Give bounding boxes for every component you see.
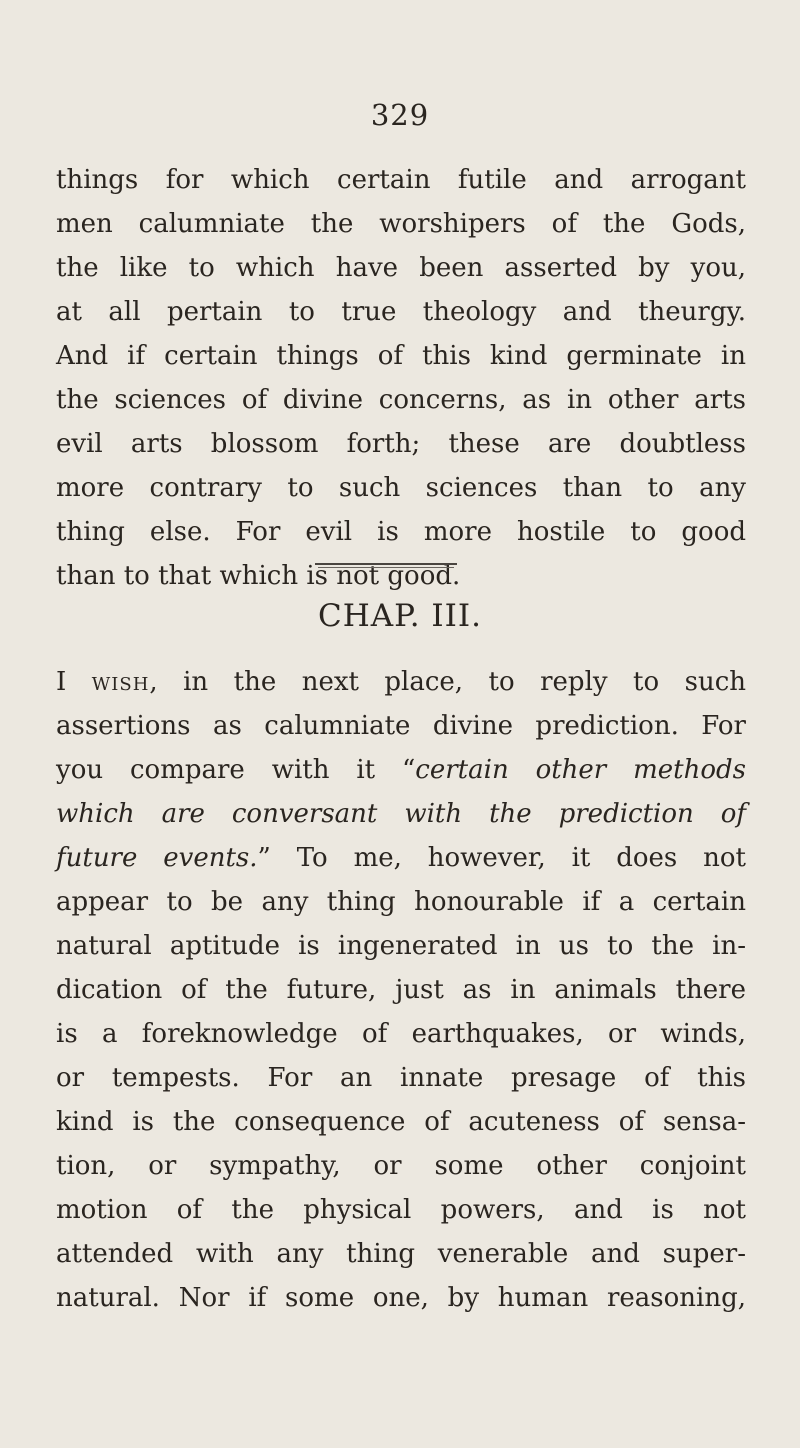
text-line: kind is the consequence of acuteness of sensa- (56, 1107, 746, 1137)
section-divider (315, 563, 457, 565)
text-segment: , in the next place, to reply to such (149, 667, 747, 697)
text-line: thing else. For evil is more hostile to good (56, 517, 746, 547)
page-number: 329 (370, 98, 430, 132)
text-line (56, 792, 746, 836)
text-line: the sciences of divine concerns, as in other arts (56, 385, 746, 415)
text-line: natural. Nor if some one, by human reasoning, (56, 1283, 746, 1313)
text-line: or tempests. For an innate presage of this (56, 1063, 746, 1093)
text-line (56, 660, 746, 704)
text-line: than to that which is not good. (56, 561, 461, 591)
text-line: more contrary to such sciences than to any (56, 473, 746, 503)
text-line: things for which certain futile and arrogant (56, 165, 746, 195)
text-line: men calumniate the worshipers of the Gods, (56, 209, 746, 239)
text-line: And if certain things of this kind germinate in (56, 341, 746, 371)
text-line: appear to be any thing honourable if a certain (56, 887, 746, 917)
small-caps-word: wish (91, 667, 150, 697)
text-line (56, 836, 746, 880)
text-line: motion of the physical powers, and is not (56, 1195, 746, 1225)
text-line: at all pertain to true theology and theurgy. (56, 297, 746, 327)
text-line: is a foreknowledge of earthquakes, or winds, (56, 1019, 746, 1049)
text-line: dication of the future, just as in animals there (56, 975, 746, 1005)
section-divider-thin (318, 567, 454, 568)
italic-quote: certain other methods (415, 755, 746, 785)
text-line: the like to which have been asserted by you, (56, 253, 746, 283)
text-segment: ” To me, however, it does not (257, 843, 746, 873)
text-line (56, 748, 746, 792)
italic-quote: future events. (56, 843, 258, 873)
text-line: natural aptitude is ingenerated in us to the in- (56, 931, 746, 961)
text-segment: you compare with it “ (56, 755, 416, 785)
drop-cap: I (56, 667, 67, 697)
text-line: tion, or sympathy, or some other conjoint (56, 1151, 746, 1181)
chapter-heading: CHAP. III. (317, 598, 483, 634)
text-line: attended with any thing venerable and super- (56, 1239, 746, 1269)
text-line: assertions as calumniate divine prediction. For (56, 711, 746, 741)
text-line: evil arts blossom forth; these are doubtless (56, 429, 746, 459)
italic-quote: which are conversant with the prediction of (56, 799, 746, 829)
